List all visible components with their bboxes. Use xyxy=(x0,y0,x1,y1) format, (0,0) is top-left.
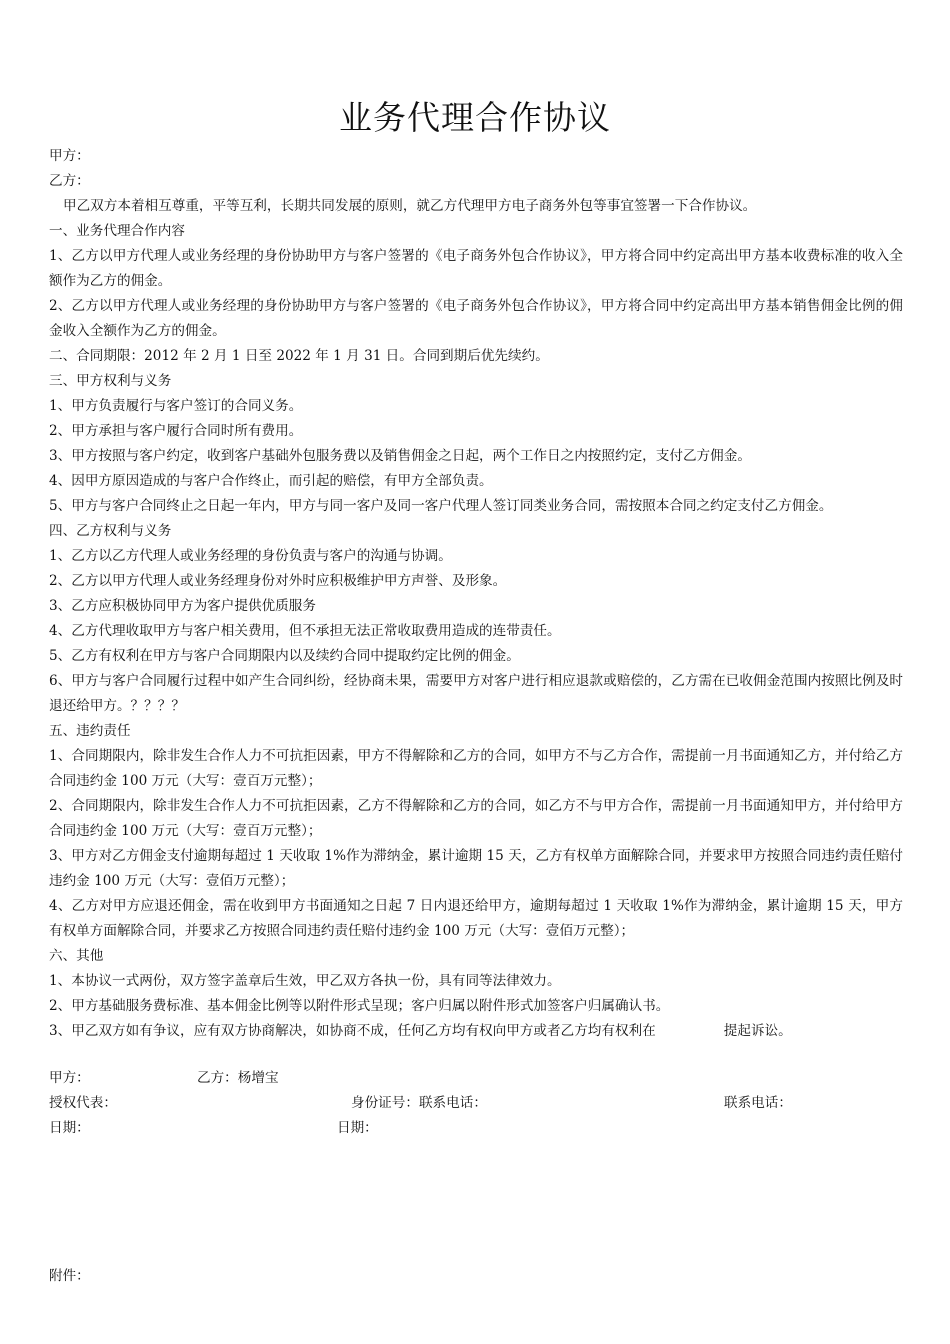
attachment-label: 附件： xyxy=(49,1268,90,1284)
section-heading: 四、乙方权利与义务 xyxy=(49,523,172,539)
clause-text: 3、甲乙双方如有争议，应有双方协商解决，如协商不成，任何乙方均有权向甲方或者乙方均有权利在 xyxy=(49,1023,656,1039)
clause-item: 5、乙方有权利在甲方与客户合同期限内以及续约合同中提取约定比例的佣金。 xyxy=(49,648,520,664)
clause-item xyxy=(49,1019,903,1044)
clause-item: 1、乙方以甲方代理人或业务经理的身份协助甲方与客户签署的《电子商务外包合作协议》，甲方将合同中约定高出甲方基本收费标准的收入全额作为乙方的佣金。 xyxy=(49,248,903,289)
sections-container xyxy=(49,219,903,1019)
clause-item: 1、乙方以乙方代理人或业务经理的身份负责与客户的沟通与协调。 xyxy=(49,548,452,564)
section-heading: 二、合同期限：2012 年 2 月 1 日至 2022 年 1 月 31 日。合同到期后优先续约。 xyxy=(49,348,549,364)
section-heading: 一、业务代理合作内容 xyxy=(49,223,185,239)
signature-id-phone: 身份证号：联系电话： xyxy=(351,1095,487,1111)
clause-item: 4、因甲方原因造成的与客户合作终止，而引起的赔偿，有甲方全部负责。 xyxy=(49,473,493,489)
document-title: 业务代理合作协议 xyxy=(339,98,611,137)
clause-item: 2、合同期限内，除非发生合作人力不可抗拒因素，乙方不得解除和乙方的合同，如乙方不与甲方合作，需提前一月书面通知甲方，并付给甲方合同违约金 100 万元（大写：壹百万元整）； xyxy=(49,798,903,839)
clause-item: 3、乙方应积极协同甲方为客户提供优质服务 xyxy=(49,598,316,614)
clause-item: 6、甲方与客户合同履行过程中如产生合同纠纷，经协商未果，需要甲方对客户进行相应退款或赔偿的，乙方需在已收佣金范围内按照比例及时退还给甲方。？？？？ xyxy=(49,673,903,714)
clause-item: 3、甲方按照与客户约定，收到客户基础外包服务费以及销售佣金之日起，两个工作日之内按照约定，支付乙方佣金。 xyxy=(49,448,751,464)
clause-item: 4、乙方代理收取甲方与客户相关费用，但不承担无法正常收取费用造成的连带责任。 xyxy=(49,623,561,639)
clause-item: 1、合同期限内，除非发生合作人力不可抗拒因素，甲方不得解除和乙方的合同，如甲方不与乙方合作，需提前一月书面通知乙方，并付给乙方合同违约金 100 万元（大写：壹百万元整）； xyxy=(49,748,903,789)
signature-date-b: 日期： xyxy=(337,1120,378,1136)
party-a-line: 甲方： xyxy=(49,148,90,164)
signature-phone: 联系电话： xyxy=(724,1095,792,1111)
section-heading: 六、其他 xyxy=(49,948,104,964)
document-body xyxy=(49,144,903,1044)
section-heading: 三、甲方权利与义务 xyxy=(49,373,172,389)
signature-rep: 授权代表： xyxy=(49,1095,117,1111)
clause-text: 提起诉讼。 xyxy=(723,1023,792,1039)
clause-item: 3、甲方对乙方佣金支付逾期每超过 1 天收取 1%作为滞纳金，累计逾期 15 天，乙方有权单方面解除合同，并要求甲方按照合同违约责任赔付违约金 100 万元（大写：壹佰万元整）； xyxy=(49,848,903,889)
clause-item: 5、甲方与客户合同终止之日起一年内，甲方与同一客户及同一客户代理人签订同类业务合同，需按照本合同之约定支付乙方佣金。 xyxy=(49,498,833,514)
clause-item: 2、乙方以甲方代理人或业务经理的身份协助甲方与客户签署的《电子商务外包合作协议》，甲方将合同中约定高出甲方基本销售佣金比例的佣金收入全额作为乙方的佣金。 xyxy=(49,298,903,339)
party-b-line: 乙方： xyxy=(49,173,90,189)
signature-party-a: 甲方： xyxy=(49,1070,90,1086)
intro-paragraph: 甲乙双方本着相互尊重，平等互利，长期共同发展的原则，就乙方代理甲方电子商务外包等事宜签署一下合作协议。 xyxy=(63,198,757,214)
clause-item: 2、甲方承担与客户履行合同时所有费用。 xyxy=(49,423,303,439)
section-heading: 五、违约责任 xyxy=(49,723,131,739)
signature-party-b: 乙方：杨增宝 xyxy=(197,1070,279,1086)
clause-item: 1、甲方负责履行与客户签订的合同义务。 xyxy=(49,398,303,414)
clause-item: 2、甲方基础服务费标准、基本佣金比例等以附件形式呈现；客户归属以附件形式加签客户归属确认书。 xyxy=(49,998,670,1014)
clause-item: 2、乙方以甲方代理人或业务经理身份对外时应积极维护甲方声誉、及形象。 xyxy=(49,573,507,589)
signature-date-a: 日期： xyxy=(49,1120,90,1136)
clause-item: 4、乙方对甲方应退还佣金，需在收到甲方书面通知之日起 7 日内退还给甲方，逾期每超过 1 天收取 1%作为滞纳金，累计逾期 15 天，甲方有权单方面解除合同，并要求乙方按照合同违约责任赔付违约金 100 万元（大写：壹佰万元整）； xyxy=(49,898,903,939)
clause-item: 1、本协议一式两份，双方签字盖章后生效，甲乙双方各执一份，具有同等法律效力。 xyxy=(49,973,561,989)
